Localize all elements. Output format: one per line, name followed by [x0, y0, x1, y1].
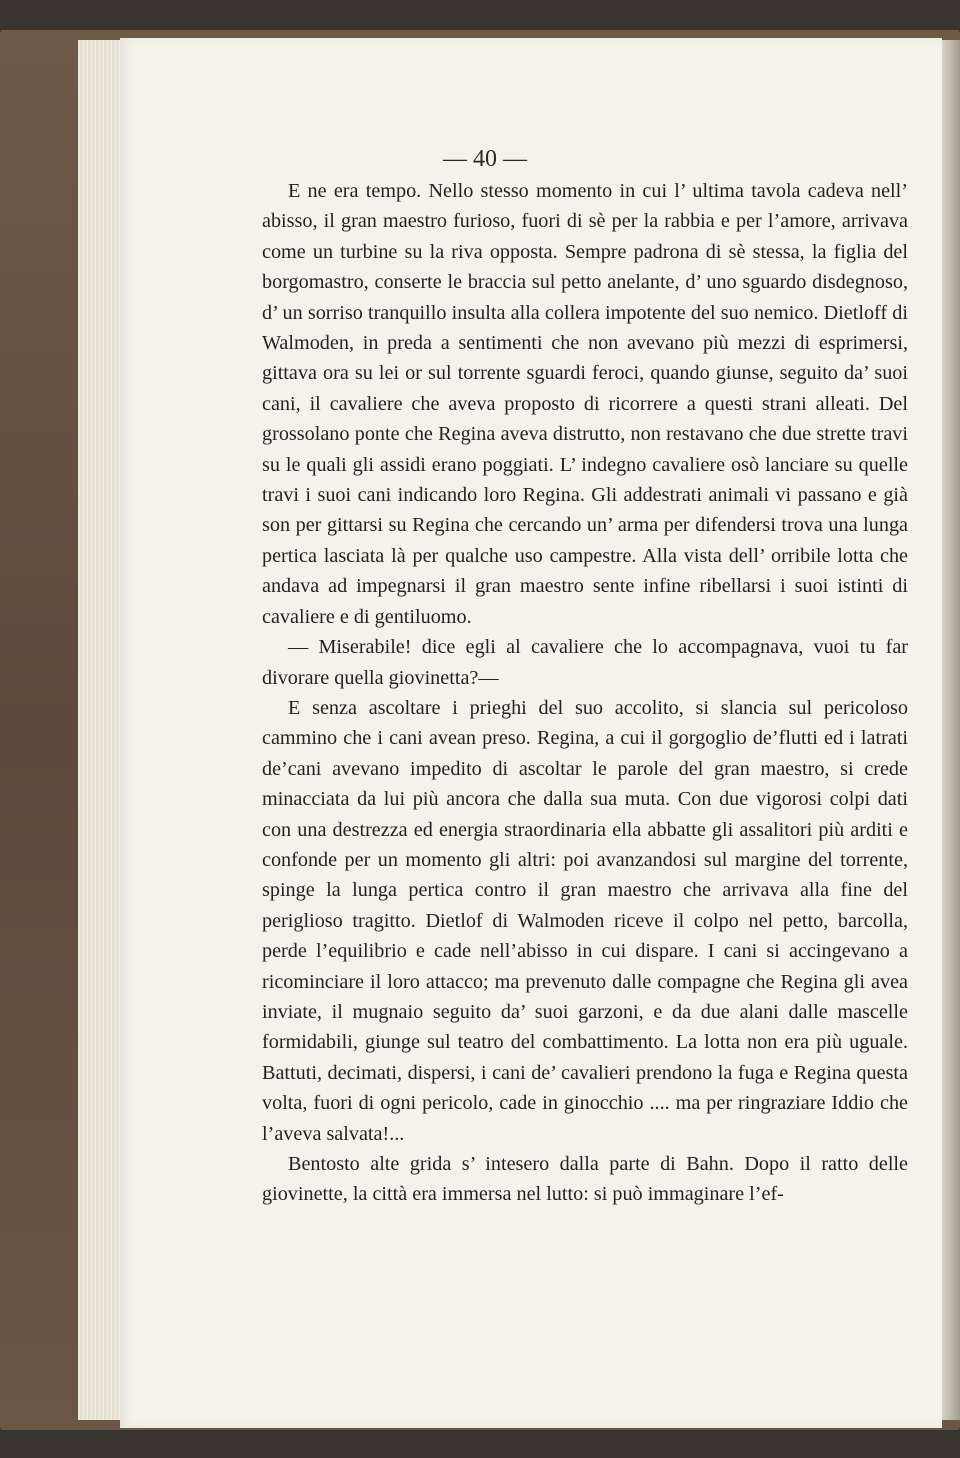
paragraph-2: — Miserabile! dice egli al cavaliere che lo accompagnava, vuoi tu far divorare quella giovinetta?—	[262, 636, 908, 689]
paragraph-4: Bentosto alte grida s’ intesero dalla parte di Bahn. Dopo il ratto delle giovinette, la città era immersa nel lutto: si può immaginare l’ef-	[262, 1153, 908, 1206]
page-number: — 40 —	[443, 146, 527, 172]
paragraph-3: E senza ascoltare i prieghi del suo accolito, si slancia sul pericoloso cammino che i cani avean preso. Regina, a cui il gorgoglio de’flutti ed i latrati de’cani avevano impedito di ascoltar le parole del gran maestro, si crede minacciata da lui più ancora che dalla sua muta. Con due vigorosi colpi dati con una destrezza ed energia straordinaria ella abbatte gli assalitori più arditi e confonde per un momento gli altri: poi avanzandosi sul margine del torrente, spinge la lunga pertica contro il gran maestro che arrivava alla fine del periglioso tragitto. Dietlof di Walmoden riceve il colpo nel petto, barcolla, perde l’equilibrio e cade nell’abisso in cui dispare. I cani si accingevano a ricominciare il loro attacco; ma prevenuto dalle compagne che Regina gli avea inviate, il mugnaio seguito da’ suoi garzoni, e da due alani dalle mascelle formidabili, giunge sul teatro del combattimento. La lotta non era più uguale. Battuti, decimati, dispersi, i cani de’ cavalieri prendono la fuga e Regina questa volta, fuori di ogni pericolo, cade in ginocchio .... ma per ringraziare Iddio che l’aveva salvata!...	[262, 696, 908, 1145]
page-text	[262, 176, 908, 1210]
next-page-edge	[942, 40, 960, 1420]
paragraph-1: E ne era tempo. Nello stesso momento in cui l’ ultima tavola cadeva nell’ abisso, il gran maestro furioso, fuori di sè per la rabbia e per l’amore, arrivava come un turbine su la riva opposta. Sempre padrona di sè stessa, la figlia del borgomastro, conserte le braccia sul petto anelante, d’ uno sguardo disdegnoso, d’ un sorriso tranquillo insulta alla collera impotente del suo nemico. Dietloff di Walmoden, in preda a sentimenti che non avevano più mezzi di esprimersi, gittava ora su lei or sul torrente sguardi feroci, quando giunse, seguito da’ suoi cani, il cavaliere che aveva proposto di ricorrere a questi strani alleati. Del grossolano ponte che Regina aveva distrutto, non restavano che due strette travi su le quali gli assidi erano poggiati. L’ indegno cavaliere osò lanciare su quelle travi i suoi cani indicando loro Regina. Gli addestrati animali vi passano e già son per gittarsi su Regina che cercando un’ arma per difendersi trova una lunga pertica lasciata là per qualche uso campestre. Alla vista dell’ orribile lotta che andava ad impegnarsi il gran maestro sente infine ribellarsi i suoi istinti di cavaliere e di gentiluomo.	[262, 180, 908, 628]
